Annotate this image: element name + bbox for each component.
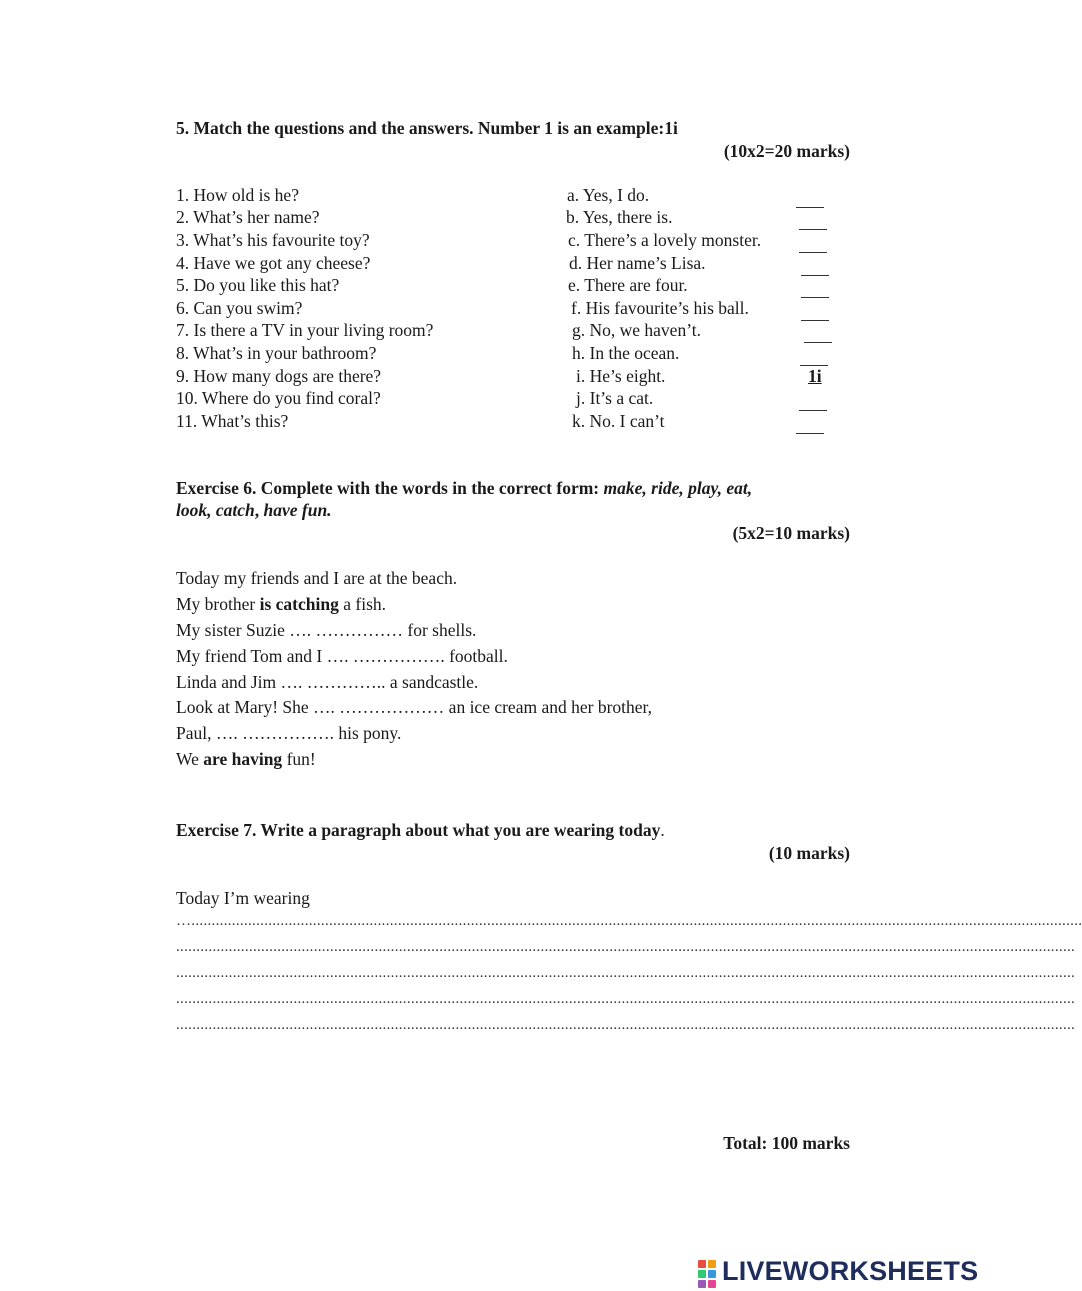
ex7-title [176,820,665,841]
answer-g: g. No, we haven’t. [572,320,701,340]
dotted-line-1[interactable]: …............................................................................................................................................................................................................................ [176,913,1082,929]
answer-h: h. In the ocean. [572,343,680,363]
ex7-marks: (10 marks) [768,843,850,863]
ex6-line-8 [176,749,316,770]
answer-b: b. Yes, there is. [566,207,673,227]
dotted-line-4[interactable]: .............................................................................................................................................................................................................................. [176,991,1076,1007]
question-2: 2. What’s her name? [176,207,320,227]
dotted-line-3[interactable]: .............................................................................................................................................................................................................................. [176,965,1076,981]
ex6-line-2-post: a fish. [338,594,387,614]
answer-j: j. It’s a cat. [576,388,654,408]
blank-5[interactable] [801,276,829,298]
ex7-title-end: . [660,820,665,840]
question-10: 10. Where do you find coral? [176,388,381,408]
ex6-words-1: make, ride, play, eat, [603,478,753,498]
blank-11[interactable] [796,412,824,434]
ex7-title-text: Exercise 7. Write a paragraph about what you are wearing today [176,820,661,840]
ex6-line-4[interactable]: My friend Tom and I …. ……………. football. [176,646,508,666]
ex5-marks: (10x2=20 marks) [723,141,850,161]
ex6-line-2 [176,594,386,615]
ex6-words-2c: have fun. [263,500,332,520]
dotted-line-5[interactable]: .............................................................................................................................................................................................................................. [176,1017,1076,1033]
question-6: 6. Can you swim? [176,298,303,318]
question-4: 4. Have we got any cheese? [176,253,371,273]
logo-square-5 [698,1280,706,1288]
ex6-title-line1 [176,478,752,499]
logo-text: LIVEWORKSHEETS [722,1256,979,1286]
question-5: 5. Do you like this hat? [176,275,340,295]
blank-1[interactable] [796,186,824,208]
blank-4[interactable] [801,254,829,276]
ex6-line-2-pre: My brother [176,594,260,614]
question-7: 7. Is there a TV in your living room? [176,320,434,340]
answer-d: d. Her name’s Lisa. [569,253,706,273]
ex5-title: 5. Match the questions and the answers. Number 1 is an example:1i [176,118,678,138]
question-3: 3. What’s his favourite toy? [176,230,370,250]
ex6-line-1: Today my friends and I are at the beach. [176,568,458,588]
ex6-line-6[interactable]: Look at Mary! She …. ……………… an ice cream and her brother, [176,697,653,717]
ex6-line-5[interactable]: Linda and Jim …. ………….. a sandcastle. [176,672,479,692]
answer-c: c. There’s a lovely monster. [568,230,762,250]
logo-square-4 [708,1270,716,1278]
ex6-line-2-bold: is catching [259,594,339,614]
answer-e: e. There are four. [568,275,688,295]
ex6-line-8-pre: We [176,749,204,769]
ex6-words-2a: look, catch [176,500,255,520]
dotted-line-2[interactable]: .............................................................................................................................................................................................................................. [176,939,1076,955]
logo-square-2 [708,1260,716,1268]
question-11: 11. What’s this? [176,411,289,431]
ex7-start: Today I’m wearing [176,888,310,908]
example-answer: 1i [808,366,822,386]
ex6-words-sep: , [254,500,264,520]
ex6-line-3[interactable]: My sister Suzie …. …………… for shells. [176,620,477,640]
ex6-line-8-post: fun! [282,749,316,769]
ex6-line-7[interactable]: Paul, …. ……………. his pony. [176,723,402,743]
logo-square-3 [698,1270,706,1278]
logo-square-1 [698,1260,706,1268]
blank-2[interactable] [799,208,827,230]
blank-8[interactable] [800,344,828,366]
question-8: 8. What’s in your bathroom? [176,343,377,363]
blank-7[interactable] [804,321,832,343]
question-9: 9. How many dogs are there? [176,366,382,386]
ex6-line-8-bold: are having [203,749,283,769]
answer-a: a. Yes, I do. [567,185,650,205]
total-marks: Total: 100 marks [723,1133,850,1153]
liveworksheets-logo [697,1256,992,1290]
blank-6[interactable] [801,299,829,321]
logo-square-6 [708,1280,716,1288]
blank-10[interactable] [799,389,827,411]
answer-i: i. He’s eight. [576,366,666,386]
ex6-title-line2 [176,500,332,521]
ex6-title-text: Exercise 6. Complete with the words in the correct form: [176,478,604,498]
question-1: 1. How old is he? [176,185,299,205]
answer-f: f. His favourite’s his ball. [571,298,749,318]
blank-3[interactable] [799,231,827,253]
ex6-marks: (5x2=10 marks) [732,523,850,543]
answer-k: k. No. I can’t [572,411,665,431]
